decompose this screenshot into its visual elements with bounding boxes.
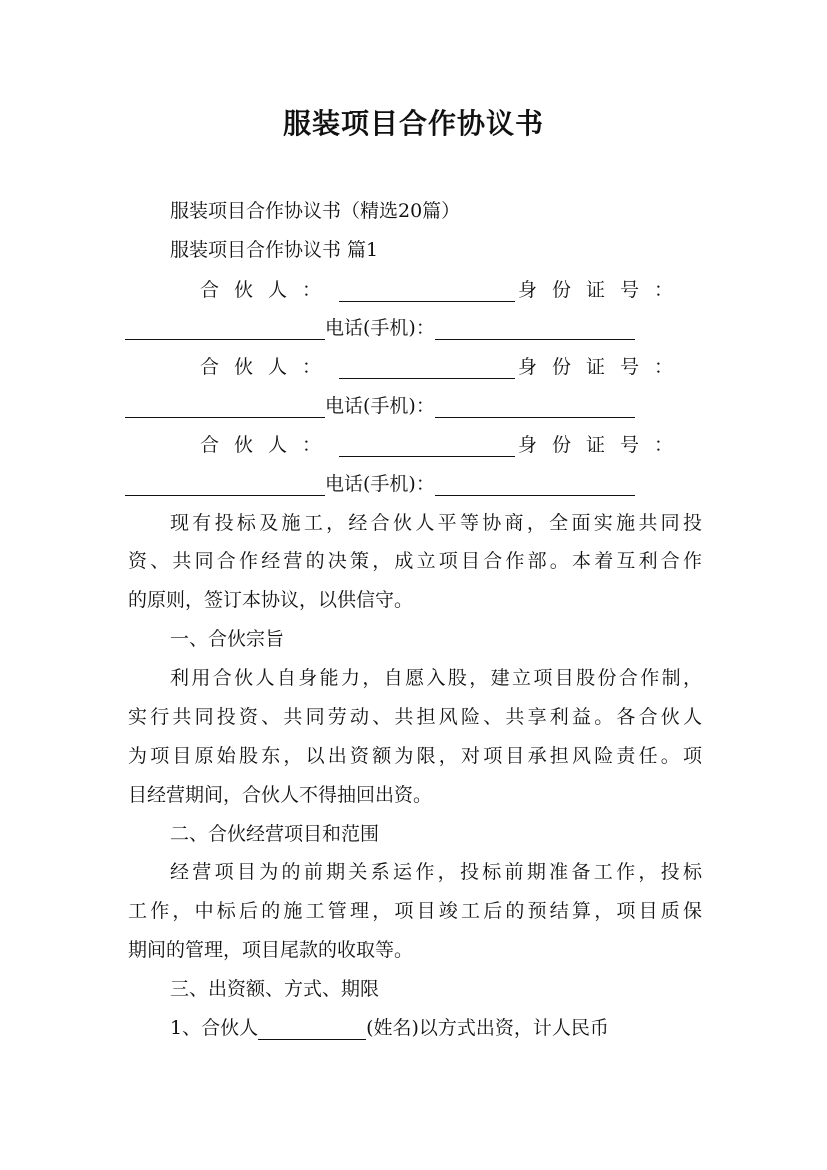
document-title: 服装项目合作协议书 [282,107,544,140]
scope-line-2: 工作，中标后的施工管理，项目竣工后的预结算，项目质保 [128,900,702,922]
phone-blank[interactable] [435,475,635,496]
phone-blank[interactable] [435,319,635,340]
id-number-blank[interactable] [125,319,325,340]
id-label: 身份证号： [517,434,688,456]
purpose-line-4: 目经营期间，合伙人不得抽回出资。 [128,784,433,806]
purpose-line-1: 利用合伙人自身能力，自愿入股，建立项目股份合作制， [170,667,702,689]
partner-name-blank[interactable] [339,436,515,457]
intro-line-3: 的原则，签订本协议，以供信守。 [128,589,414,611]
capital-prefix: 1、合伙人 [170,1017,259,1039]
phone-label: 电话(手机)： [325,473,435,495]
phone-row-1 [125,316,699,340]
heading-scope: 二、合伙经营项目和范围 [170,823,380,845]
partner-row-1 [200,278,688,302]
partner-row-3 [200,433,688,457]
id-label: 身份证号： [517,279,688,301]
partner-label: 合伙人： [200,356,337,378]
capital-line-1 [170,1016,702,1040]
partner-name-blank[interactable] [258,1019,366,1040]
scope-line-3: 期间的管理，项目尾款的收取等。 [128,939,414,961]
phone-row-2 [125,394,699,418]
heading-purpose: 一、合伙宗旨 [170,628,285,650]
phone-label: 电话(手机)： [325,395,435,417]
partner-label: 合伙人： [200,279,337,301]
scope-line-1: 经营项目为的前期关系运作，投标前期准备工作，投标 [170,861,702,883]
phone-blank[interactable] [435,397,635,418]
partner-row-2 [200,355,688,379]
intro-line-1: 现有投标及施工，经合伙人平等协商，全面实施共同投 [170,512,702,534]
capital-suffix: (姓名)以方式出资，计人民币 [366,1017,609,1039]
id-number-blank[interactable] [125,397,325,418]
phone-row-3 [125,472,699,496]
purpose-line-2: 实行共同投资、共同劳动、共担风险、共享利益。各合伙人 [128,706,702,728]
purpose-line-3: 为项目原始股东，以出资额为限，对项目承担风险责任。项 [128,745,702,767]
phone-label: 电话(手机)： [325,317,435,339]
document-subtitle: 服装项目合作协议书（精选20篇） [170,200,461,222]
partner-label: 合伙人： [200,434,337,456]
intro-line-2: 资、共同合作经营的决策，成立项目合作部。本着互利合作 [128,550,702,572]
partner-name-blank[interactable] [339,358,515,379]
id-number-blank[interactable] [125,475,325,496]
id-label: 身份证号： [517,356,688,378]
heading-capital: 三、出资额、方式、期限 [170,978,380,1000]
section-heading: 服装项目合作协议书 篇1 [170,239,379,261]
partner-name-blank[interactable] [339,281,515,302]
